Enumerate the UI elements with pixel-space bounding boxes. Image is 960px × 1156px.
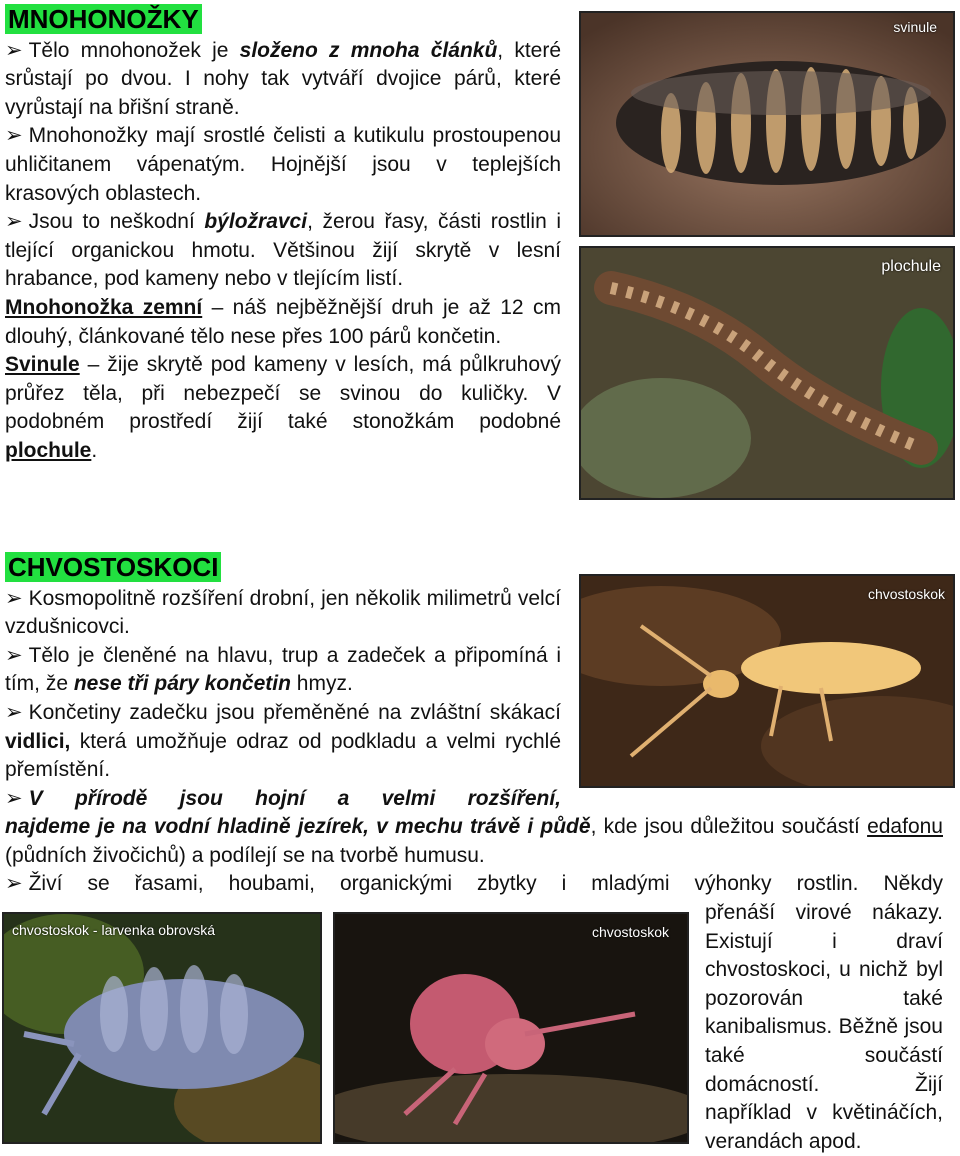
photo-larvenka	[2, 912, 322, 1144]
arrow-bullet-icon: ➢	[5, 700, 23, 724]
photo-svinule	[579, 11, 955, 237]
caption-chvostoskok-2: chvostoskok	[591, 924, 669, 940]
pink-springtail-image	[335, 914, 687, 1142]
bullet-7-continued: najdeme je na vodní hladině jezírek, v mechu trávě i půdě, kde jsou důležitou součástí edafonu (půdních živočichů) a podílejí se na tvorbě humusu. ➢ Živí se řasami, houbami, organickými zbytky i mladými výhonky rostlin. Někdy	[5, 813, 943, 899]
paragraph-mnohonozka-zemni: Mnohonožka zemní – náš nejběžnější druh je až 12 cm dlouhý, článkované tělo nese přes 100 párů končetin.	[5, 295, 561, 348]
heading-mnohonozky: MNOHONOŽKY	[5, 4, 202, 34]
bullet-2: ➢ Mnohonožky mají srostlé čelisti a kutikulu prostoupenou uhličitanem vápenatým. Hojnější jsou v teplejších krasových oblastech.	[5, 124, 561, 205]
pill-millipede-image	[581, 13, 953, 235]
giant-springtail-image	[4, 914, 320, 1142]
heading-chvostoskoci: CHVOSTOSKOCI	[5, 552, 221, 582]
bullet-6: ➢ Končetiny zadečku jsou přeměněné na zvláštní skákací vidlici, která umožňuje odraz od podkladu a velmi rychlé přemístění.	[5, 700, 561, 782]
section-mnohonozky	[5, 4, 561, 466]
bullet-5: ➢ Tělo je členěné na hlavu, trup a zadeček a připomíná i tím, že nese tři páry končetin hmyz.	[5, 643, 561, 696]
bullet-7-line1: ➢ V přírodě jsou hojní a velmi rozšíření,	[5, 786, 561, 810]
caption-larvenka: chvostoskok - larvenka obrovská	[12, 922, 216, 938]
arrow-bullet-icon: ➢	[5, 643, 23, 667]
caption-chvostoskok-1: chvostoskok	[867, 586, 945, 602]
arrow-bullet-icon: ➢	[5, 586, 23, 610]
arrow-bullet-icon: ➢	[5, 38, 23, 62]
arrow-bullet-icon: ➢	[5, 786, 23, 810]
section-chvostoskoci	[5, 552, 561, 813]
caption-svinule: svinule	[893, 19, 937, 35]
bullet-1: ➢ Tělo mnohonožek je složeno z mnoha článků, které srůstají po dvou. I nohy tak vytváří dvojice párů, které vyrůstají na břišní straně.	[5, 38, 562, 119]
bullet-3: ➢ Jsou to neškodní býložravci, žerou řasy, části rostlin i tlející organickou hmotu. Většinou žijí skrytě v lesní hrabance, pod kameny nebo v tlejícím listí.	[5, 210, 561, 291]
flat-millipede-image	[581, 248, 953, 498]
bullet-8-continued: přenáší virové nákazy. Existují i draví chvostoskoci, u nichž byl pozorován také kanibalismus. Běžně jsou také součástí domácností. Žijí například v květináčích, verandách apod.	[705, 901, 943, 1153]
bullet-8-line1: ➢ Živí se řasami, houbami, organickými zbytky i mladými výhonky rostlin. Někdy	[5, 872, 943, 896]
arrow-bullet-icon: ➢	[5, 872, 23, 896]
arrow-bullet-icon: ➢	[5, 124, 23, 148]
caption-plochule: plochule	[881, 258, 941, 275]
springtail-image	[581, 576, 953, 786]
photo-chvostoskok-2	[333, 912, 689, 1144]
paragraph-svinule: Svinule – žije skrytě pod kameny v lesích, má půlkruhový průřez těla, při nebezpečí se svinou do kuličky. V podobném prostředí žijí také stonožkám podobné plochule.	[5, 353, 561, 462]
photo-chvostoskok-1	[579, 574, 955, 788]
bullet-4: ➢ Kosmopolitně rozšíření drobní, jen několik milimetrů velcí vzdušnicovci.	[5, 586, 561, 639]
photo-plochule	[579, 246, 955, 500]
arrow-bullet-icon: ➢	[5, 210, 23, 234]
